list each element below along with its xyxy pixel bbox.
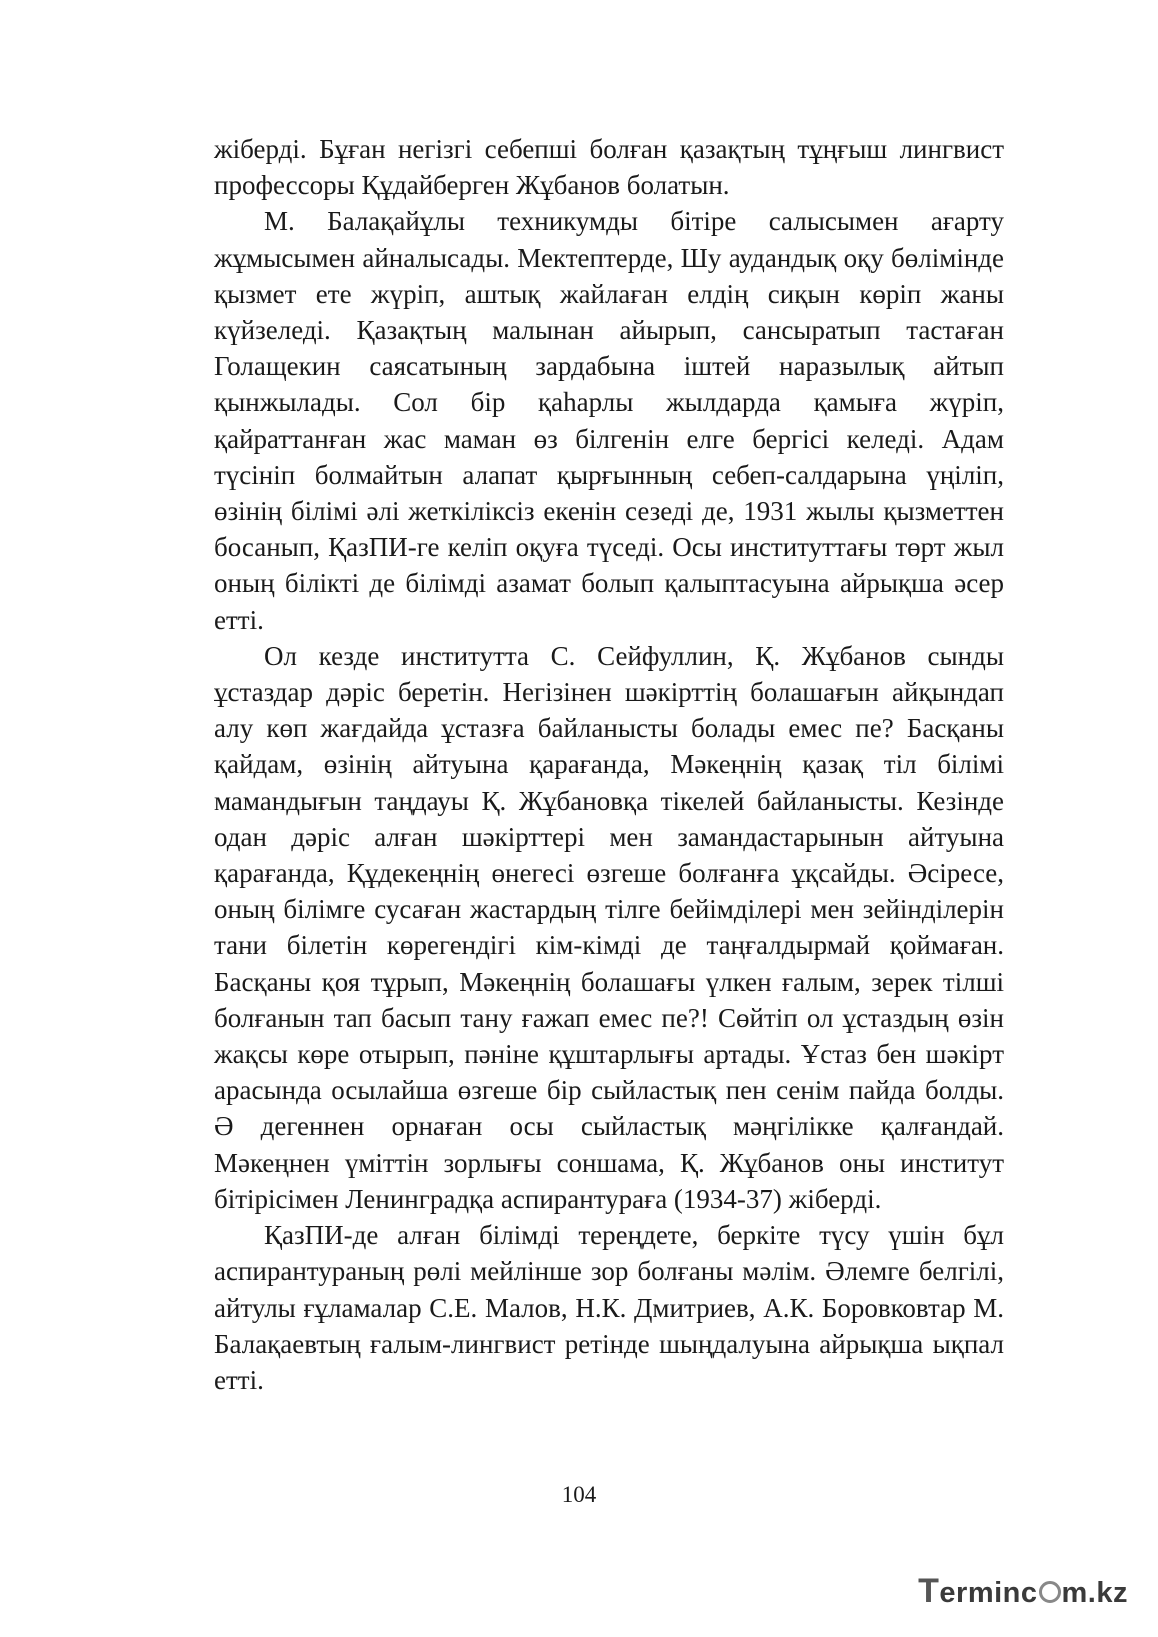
paragraph: М. Балақайұлы техникумды бітіре салысымен ағарту жұмысымен айналысады. Мектептерде, Шу аудандық оқу бөлімінде қызмет ете жүріп, аштық жайлаған елдің сиқын көріп жаны күйзеледі. Қазақтың малынан айырып, сансыратып тастаған Голащекин саясатының зардабына іштей наразылық айтып қынжылады. Сол бір қаһарлы жылдарда қамыға жүріп, қайраттанған жас маман өз білгенін елге бергісі келеді. Адам түсініп болмайтын алапат қырғынның себеп-салдарына үңіліп, өзінің білімі әлі жеткіліксіз екенін сезеді де, 1931 жылы қызметтен босанып, ҚазПИ-ге келіп оқуға түседі. Осы институттағы төрт жыл оның білікті де білімді азамат болып қалыптасуына айрықша әсер етті. <box>214 206 1004 635</box>
watermark-suffix: m.kz <box>1061 1577 1128 1609</box>
page-number: 104 <box>561 1482 597 1507</box>
watermark-prefix: T <box>918 1572 940 1610</box>
body-text <box>214 131 1004 1398</box>
paragraph-continuation: жіберді. Бұған негізгі себепші болған қазақтың тұңғыш лингвист профессоры Құдайберген Жұбанов болатын. <box>214 134 1004 201</box>
termincom-watermark-logo <box>918 1572 1128 1611</box>
circle-o-icon <box>1039 1581 1061 1603</box>
paragraph: ҚазПИ-де алған білімді тереңдете, беркіте түсу үшін бұл аспирантураның рөлі мейлінше зор болғаны мәлім. Әлемге белгілі, айтулы ғұламалар С.Е. Малов, Н.К. Дмитриев, А.К. Боровковтар М. Балақаевтың ғалым-лингвист ретінде шыңдалуына айрықша ықпал етті. <box>214 1220 1004 1395</box>
paragraph: Ол кезде институтта С. Сейфуллин, Қ. Жұбанов сынды ұстаздар дәріс беретін. Негізінен шәкірттің болашағын айқындап алу көп жағдайда ұстазға байланысты болады емес пе? Басқаны қайдам, өзінің айтуына қарағанда, Мәкеңнің қазақ тіл білімі мамандығын таңдауы Қ. Жұбановқа тікелей байланысты. Кезінде одан дәріс алған шәкірттері мен замандастарынын айтуына қарағанда, Құдекеңнің өнегесі өзгеше болғанға ұқсайды. Әсіресе, оның білімге сусаған жастардың тілге бейімділері мен зейінділерін тани білетін көрегендігі кім-кімді де таңғалдырмай қоймаған. Басқаны қоя тұрып, Мәкеңнің болашағы үлкен ғалым, зерек тілші болғанын тап басып тану ғажап емес пе?! Сөйтіп ол ұстаздың өзін жақсы көре отырып, пәніне құштарлығы артады. Ұстаз бен шәкірт арасында осылайша өзгеше бір сыйластық пен сенім пайда болды. Ә дегеннен орнаған осы сыйластық мәңгілікке қалғандай. Мәкеңнен үміттін зорлығы соншама, Қ. Жұбанов оны институт бітірісімен Ленинградқа аспирантураға (1934-37) жіберді. <box>214 640 1004 1214</box>
watermark-middle: erminc <box>939 1577 1038 1609</box>
